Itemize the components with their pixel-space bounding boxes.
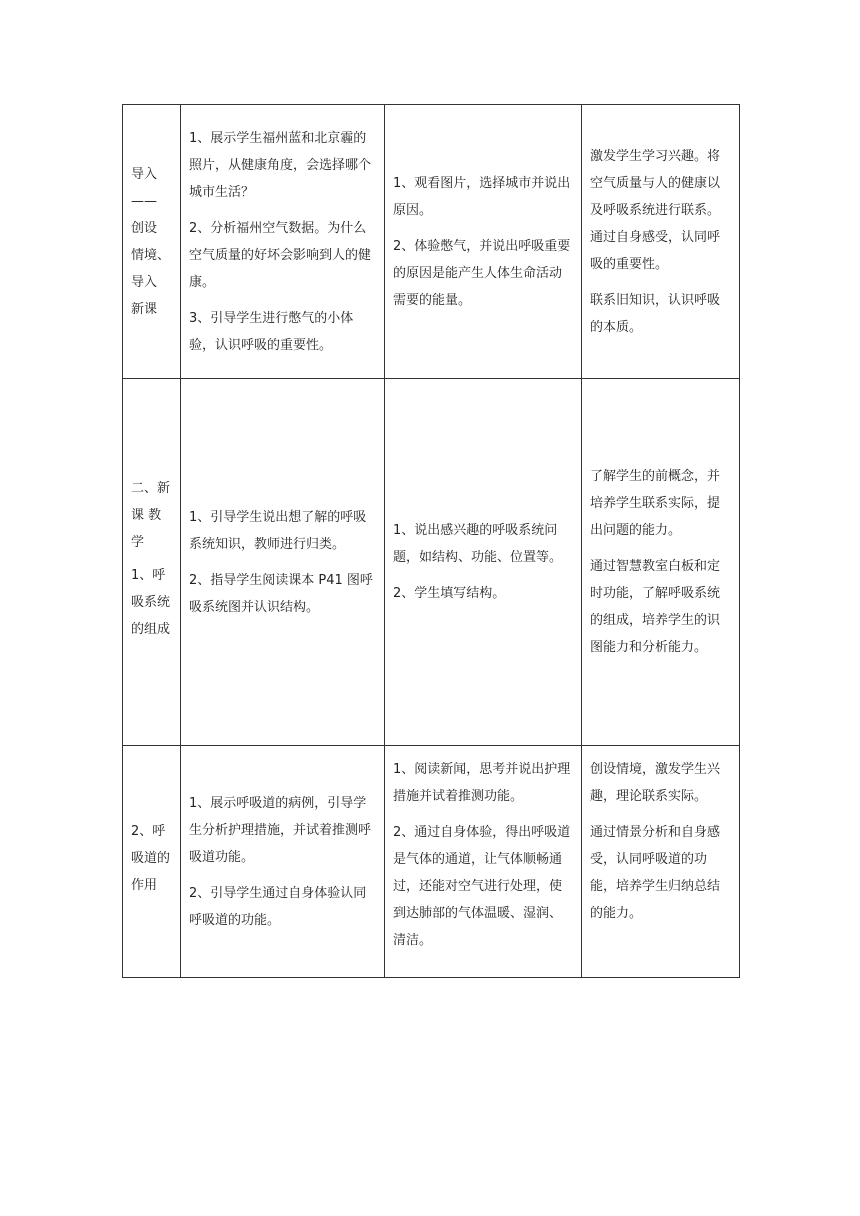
- student-activity-item: 2、学生填写结构。: [393, 586, 506, 601]
- table-row: [123, 746, 740, 978]
- student-activity-cell: [385, 746, 582, 978]
- stage-line: 导入: [131, 274, 158, 290]
- teacher-activity-item: 3、引导学生进行憋气的小体验，认识呼吸的重要性。: [189, 310, 354, 353]
- student-activity-item: 1、观看图片，选择城市并说出原因。: [393, 175, 571, 218]
- teacher-activity-item: 1、展示学生福州蓝和北京霾的照片，从健康角度，会选择哪个城市生活？: [189, 130, 372, 200]
- design-intent-item: 通过智慧教室白板和定时功能，了解呼吸系统的组成，培养学生的识图能力和分析能力。: [590, 559, 721, 655]
- stage-cell: [123, 746, 181, 978]
- stage-line: ——: [131, 193, 157, 209]
- stage-line: 1、呼吸系统的组成: [131, 568, 171, 637]
- design-intent-cell: [582, 746, 740, 978]
- teacher-activity-item: 1、引导学生说出想了解的呼吸系统知识，教师进行归类。: [189, 509, 367, 552]
- teacher-activity-cell: [181, 746, 385, 978]
- design-intent-item: 创设情境，激发学生兴趣，理论联系实际。: [590, 762, 721, 804]
- design-intent-item: 激发学生学习兴趣。将空气质量与人的健康以及呼吸系统进行联系。通过自身感受，认同呼吸的重要性。: [590, 148, 721, 272]
- design-intent-cell: [582, 379, 740, 746]
- teacher-activity-item: 2、指导学生阅读课本 P41 图呼吸系统图并认识结构。: [189, 572, 373, 615]
- student-activity-cell: [385, 379, 582, 746]
- design-intent-item: 了解学生的前概念，并培养学生联系实际，提出问题的能力。: [590, 469, 721, 538]
- table-row: [123, 105, 740, 379]
- student-activity-item: 2、通过自身体验，得出呼吸道是气体的通道，让气体顺畅通过，还能对空气进行处理，使到达肺部的气体温暖、湿润、清洁。: [393, 825, 571, 948]
- stage-line: 2、呼吸道的作用: [131, 824, 171, 893]
- stage-line: 二、新课 教学: [131, 481, 171, 550]
- teacher-activity-item: 2、分析福州空气数据。为什么空气质量的好坏会影响到人的健康。: [189, 220, 372, 290]
- stage-line: 情境、: [131, 247, 171, 263]
- stage-line: 新课: [131, 301, 158, 317]
- stage-cell: [123, 105, 181, 379]
- student-activity-item: 2、体验憋气，并说出呼吸重要的原因是能产生人体生命活动需要的能量。: [393, 238, 571, 308]
- stage-cell: [123, 379, 181, 746]
- stage-line: 创设: [131, 220, 158, 236]
- student-activity-cell: [385, 105, 582, 379]
- design-intent-cell: [582, 105, 740, 379]
- teacher-activity-cell: [181, 105, 385, 379]
- design-intent-item: 通过情景分析和自身感受，认同呼吸道的功能，培养学生归纳总结的能力。: [590, 825, 721, 921]
- teacher-activity-item: 2、引导学生通过自身体验认同呼吸道的功能。: [189, 885, 367, 928]
- design-intent-item: 联系旧知识，认识呼吸的本质。: [590, 292, 721, 335]
- lesson-plan-table: [122, 104, 740, 978]
- student-activity-item: 1、说出感兴趣的呼吸系统问题，如结构、功能、位置等。: [393, 523, 563, 565]
- student-activity-item: 1、阅读新闻，思考并说出护理措施并试着推测功能。: [393, 762, 571, 804]
- table-row: [123, 379, 740, 746]
- teacher-activity-item: 1、展示呼吸道的病例，引导学生分析护理措施，并试着推测呼吸道功能。: [189, 795, 372, 865]
- teacher-activity-cell: [181, 379, 385, 746]
- stage-line: 导入: [131, 166, 158, 182]
